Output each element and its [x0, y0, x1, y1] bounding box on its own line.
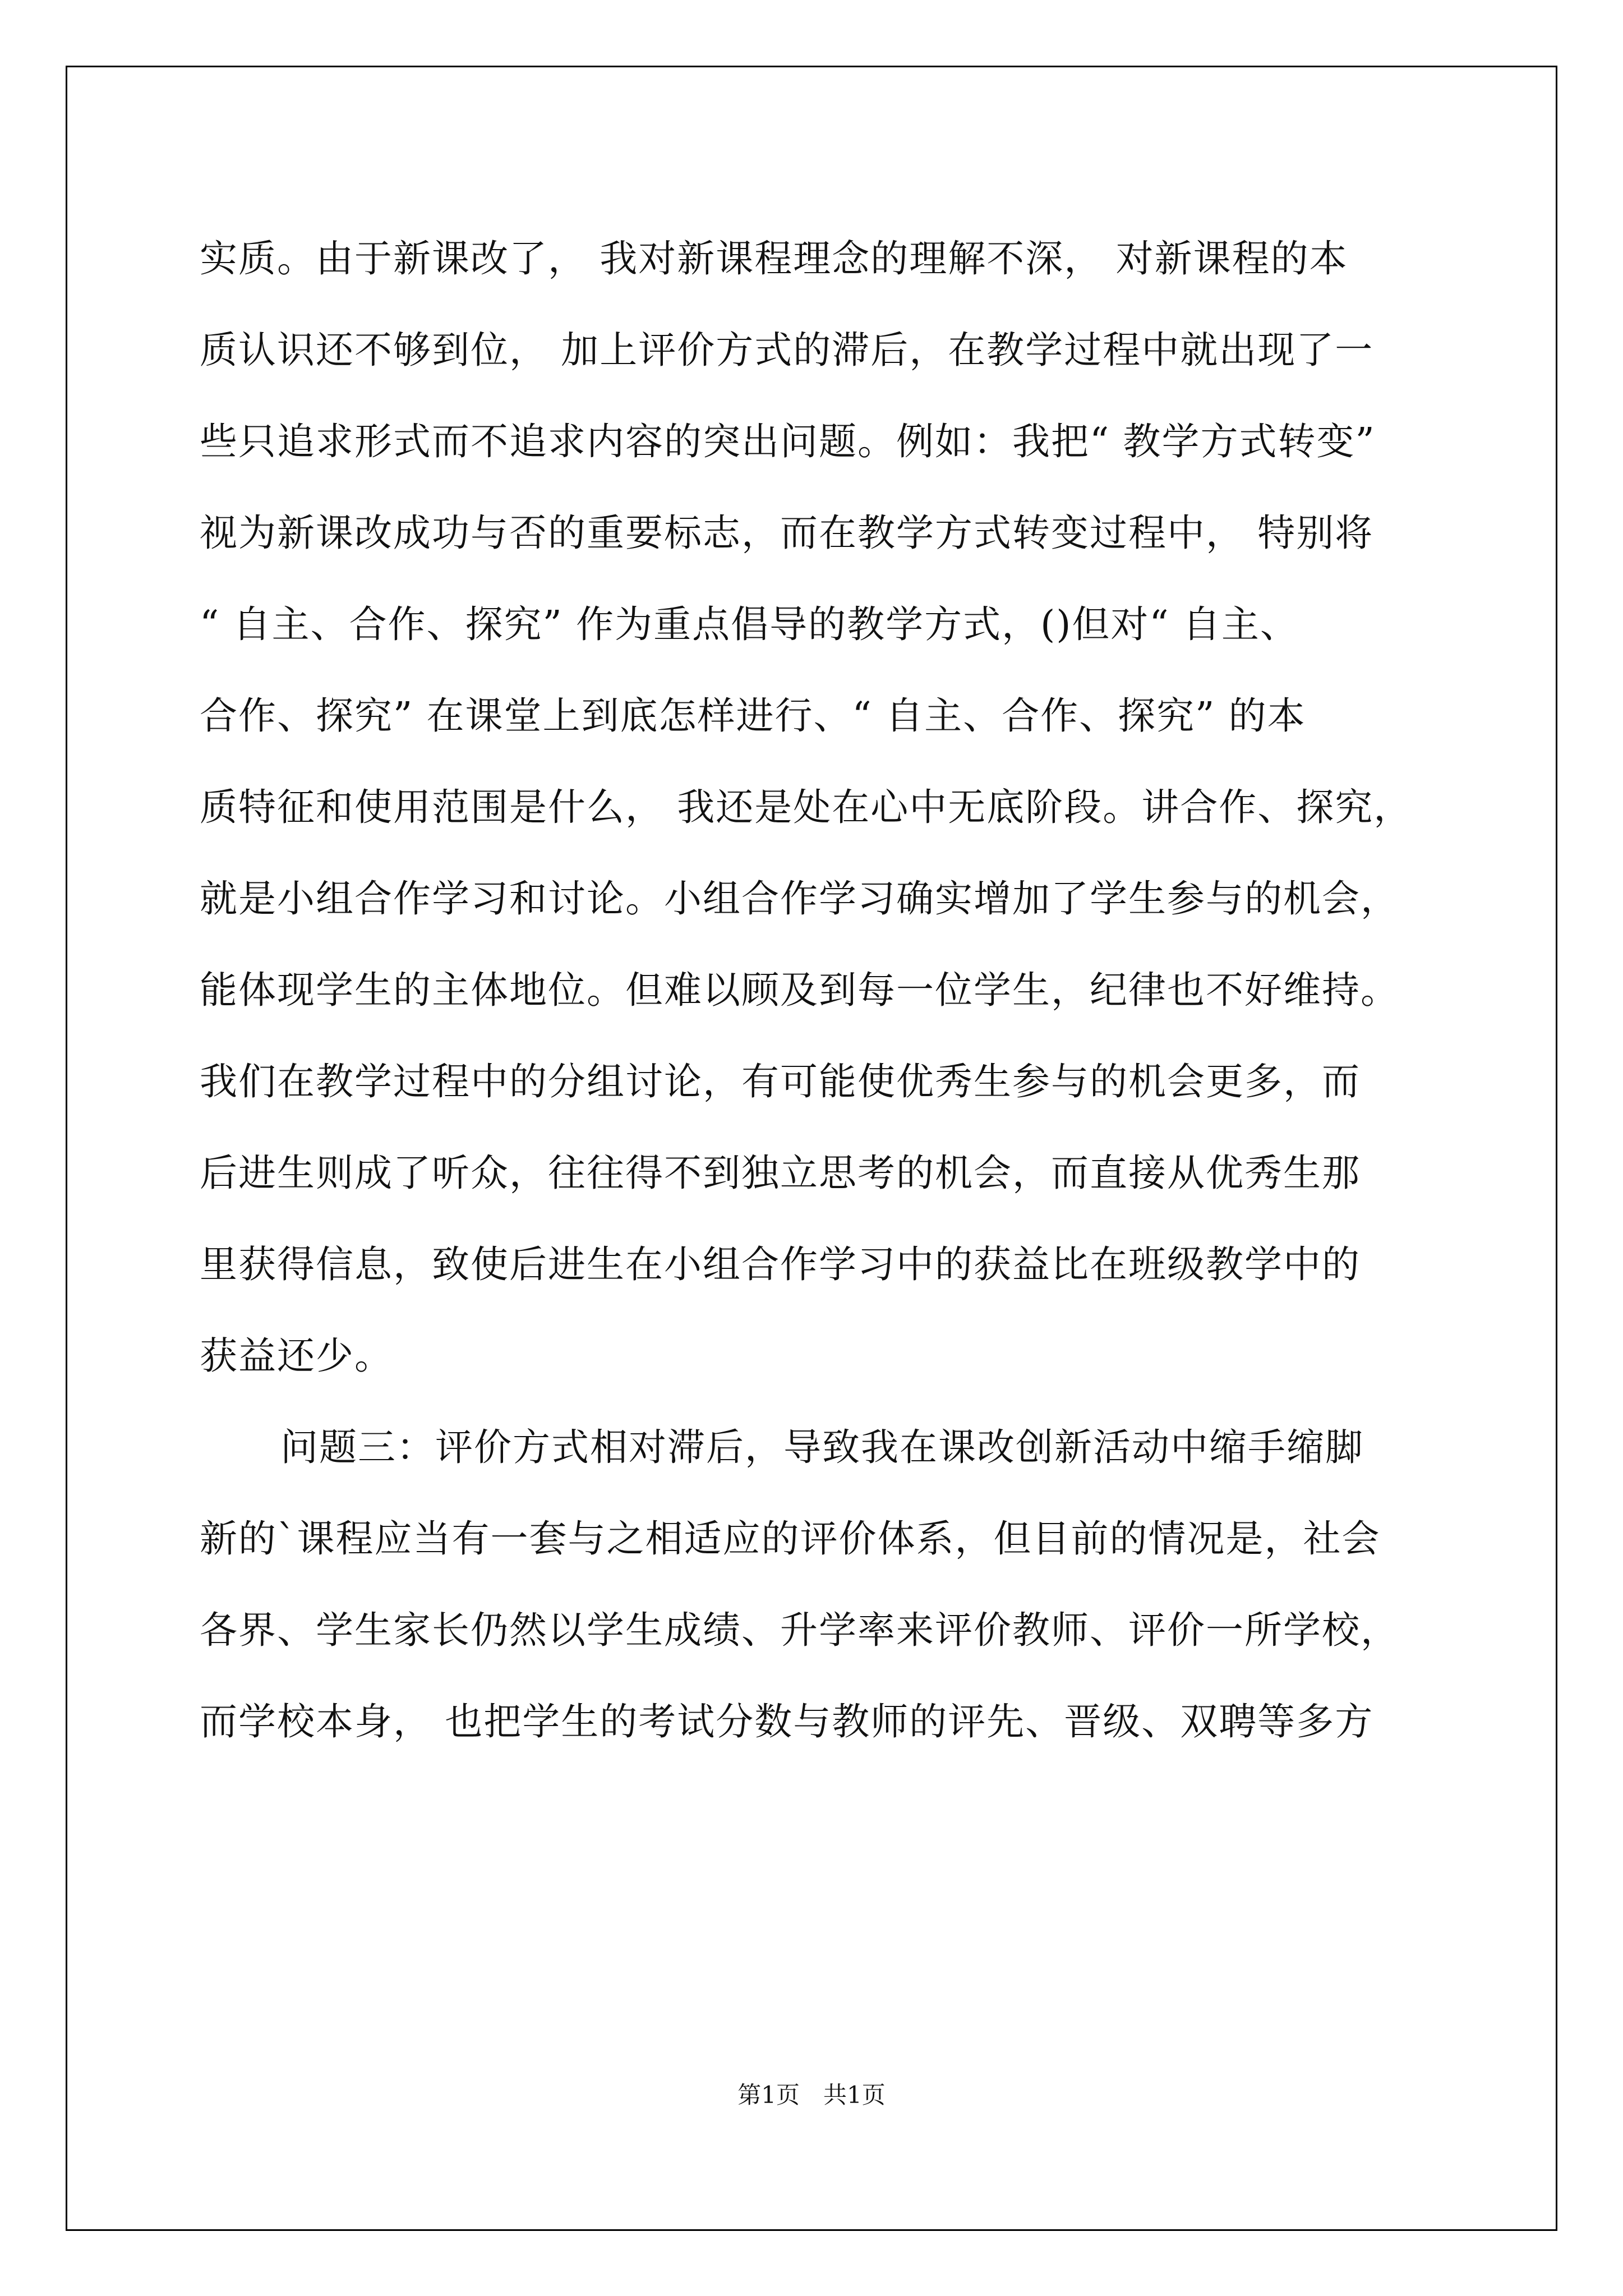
text-line: 合作、探究” 在课堂上到底怎样进行、“ 自主、合作、探究” 的本 — [200, 694, 1306, 738]
text-line: 就是小组合作学习和讨论。小组合作学习确实增加了学生参与的机会， — [200, 877, 1399, 921]
text-line: 各界、学生家长仍然以学生成绩、升学率来评价教师、评价一所学校， — [200, 1608, 1399, 1652]
page-footer: 第1页 共1页 — [737, 2081, 886, 2109]
text-line: 我们在教学过程中的分组讨论，有可能使优秀生参与的机会更多，而 — [200, 1060, 1361, 1103]
text-line: 实质。由于新课改了， 我对新课程理念的理解不深， 对新课程的本 — [200, 237, 1348, 280]
text-line: “ 自主、合作、探究” 作为重点倡导的教学方式，()但对“ 自主、 — [200, 602, 1299, 646]
document-body — [200, 213, 1445, 1768]
text-line: 些只追求形式而不追求内容的突出问题。例如：我把“ 教学方式转变” — [200, 420, 1376, 463]
text-line: 获益还少。 — [200, 1334, 393, 1378]
text-line: 视为新课改成功与否的重要标志，而在教学方式转变过程中， 特别将 — [200, 511, 1374, 555]
text-line: 里获得信息，致使后进生在小组合作学习中的获益比在班级教学中的 — [200, 1243, 1361, 1286]
text-line: 新的`课程应当有一套与之相适应的评价体系，但目前的情况是，社会 — [200, 1517, 1381, 1561]
text-line: 质特征和使用范围是什么， 我还是处在心中无底阶段。讲合作、探究， — [200, 785, 1413, 829]
text-line: 能体现学生的主体地位。但难以顾及到每一位学生，纪律也不好维持。 — [200, 968, 1399, 1012]
text-line: 质认识还不够到位， 加上评价方式的滞后，在教学过程中就出现了一 — [200, 328, 1374, 372]
paragraph-heading-line: 问题三：评价方式相对滞后，导致我在课改创新活动中缩手缩脚 — [280, 1425, 1364, 1469]
text-line: 而学校本身， 也把学生的考试分数与教师的评先、晋级、双聘等多方 — [200, 1700, 1374, 1743]
text-line: 后进生则成了听众，往往得不到独立思考的机会，而直接从优秀生那 — [200, 1151, 1361, 1195]
